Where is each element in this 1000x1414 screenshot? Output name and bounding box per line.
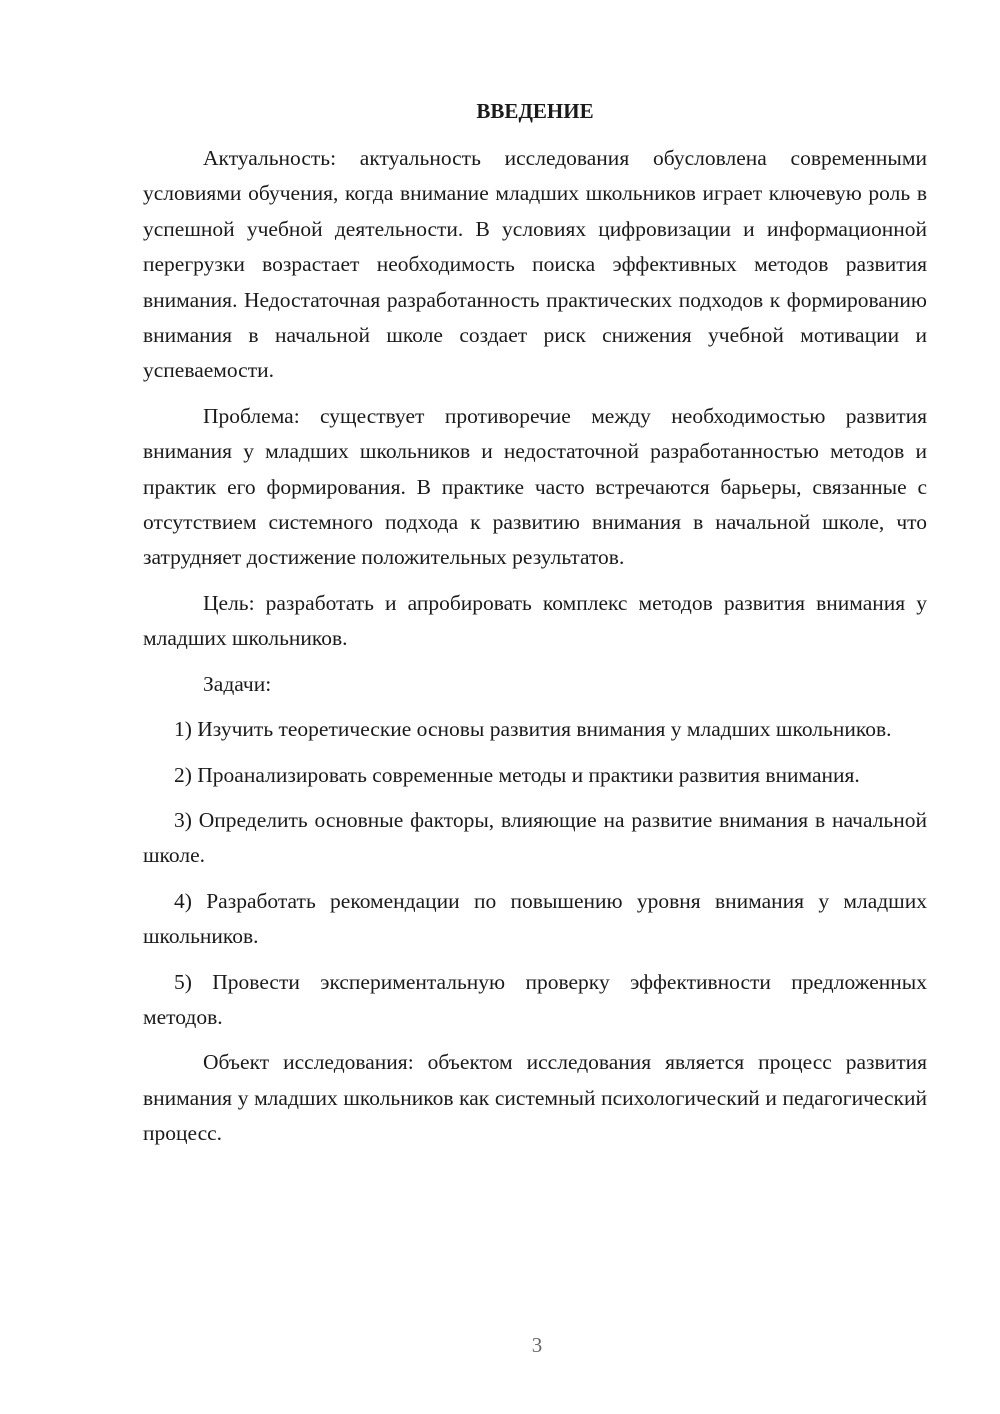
problem-paragraph: Проблема: существует противоречие между необходимостью развития внимания у младших школьников и недостаточной разработанностью методов и практик его формирования. В практике часто встречаются барьеры, связанные с отсутствием системного подхода к развитию внимания в начальной школе, что затрудняет достижение положительных результатов. [143, 403, 927, 570]
task-item-3: 3) Определить основные факторы, влияющие на развитие внимания в начальной школе. [143, 807, 927, 868]
page-number: 3 [531, 1333, 543, 1357]
page-title: ВВЕДЕНИЕ [476, 99, 594, 123]
tasks-heading: Задачи: [203, 671, 272, 696]
task-item-2: 2) Проанализировать современные методы и практики развития внимания. [174, 762, 860, 787]
task-item-4: 4) Разработать рекомендации по повышению уровня внимания у младших школьников. [143, 888, 927, 949]
task-item-5: 5) Провести экспериментальную проверку эффективности предложенных методов. [143, 969, 927, 1029]
goal-paragraph: Цель: разработать и апробировать комплекс методов развития внимания у младших школьников. [143, 590, 927, 651]
document-page [143, 94, 927, 1162]
task-item-1: 1) Изучить теоретические основы развития внимания у младших школьников. [174, 717, 892, 742]
relevance-paragraph: Актуальность: актуальность исследования обусловлена современными условиями обучения, когда внимание младших школьников играет ключевую роль в успешной учебной деятельности. В условиях цифровизации и информационной перегрузки возрастает необходимость поиска эффективных методов развития внимания. Недостаточная разработанность практических подходов к формированию внимания в начальной школе создает риск снижения учебной мотивации и успеваемости. [143, 146, 927, 383]
object-paragraph: Объект исследования: объектом исследования является процесс развития внимания у младших школьников как системный психологический и педагогический процесс. [143, 1050, 927, 1146]
